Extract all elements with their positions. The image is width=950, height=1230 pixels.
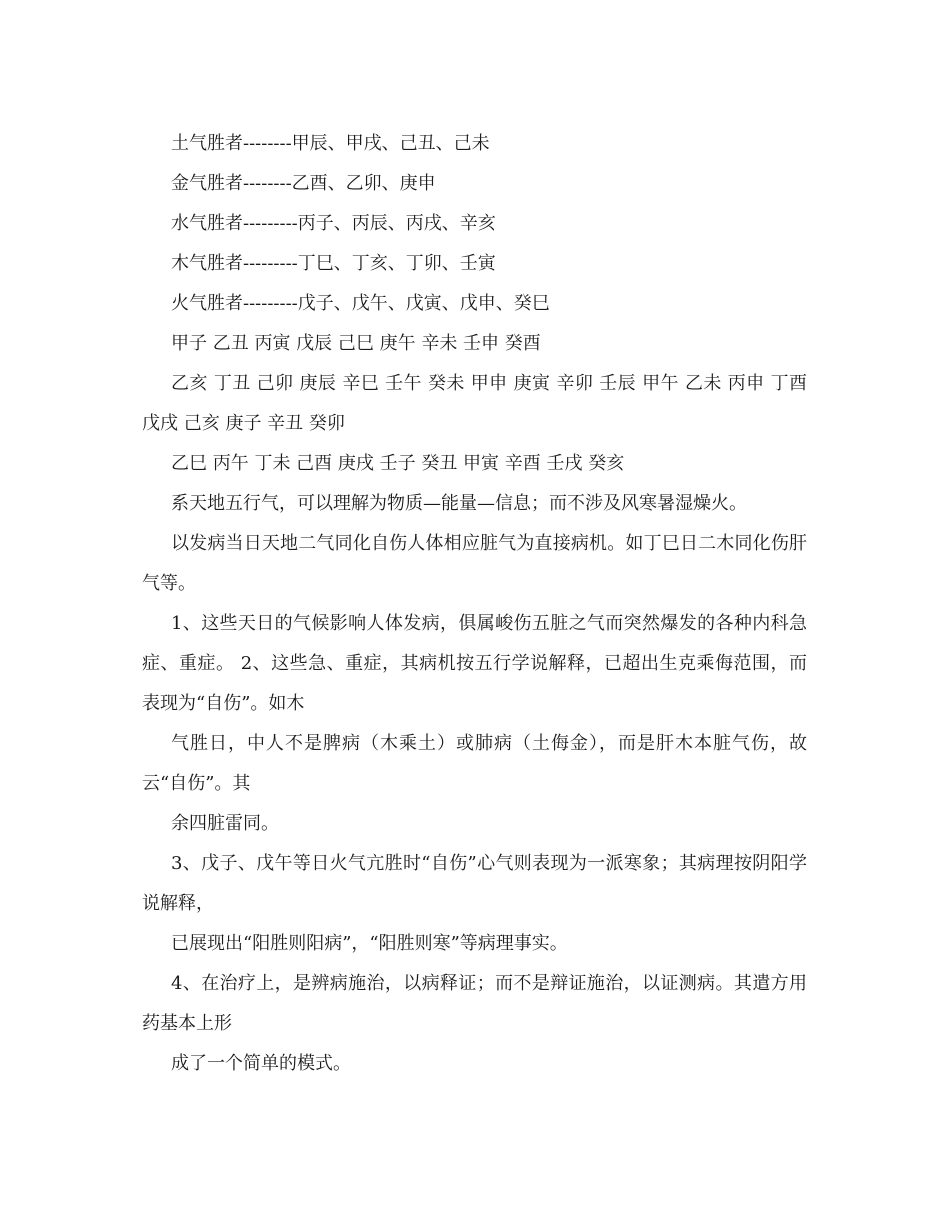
paragraph-point-1-2: 1、这些天日的气候影响人体发病，俱属峻伤五脏之气而突然爆发的各种内科急症、重症。 2、这些急、重症，其病机按五行学说解释，已超出生克乘侮范围，而表现为“自伤”。如木 bbox=[142, 613, 807, 714]
paragraph-fire-qi: 火气胜者---------戊子、戊午、戊寅、戊申、癸巳 bbox=[171, 293, 550, 314]
paragraph-five-elements: 系天地五行气，可以理解为物质—能量—信息；而不涉及风寒暑湿燥火。 bbox=[171, 493, 747, 514]
paragraph-point-2-end: 余四脏雷同。 bbox=[171, 813, 279, 834]
paragraph-point-2-continued: 气胜日，中人不是脾病（木乘土）或肺病（土侮金），而是肝木本脏气伤，故云“自伤”。其 bbox=[142, 733, 807, 794]
paragraph-point-4: 4、在治疗上，是辨病施治，以病释证；而不是辩证施治，以证测病。其遣方用药基本上形 bbox=[142, 973, 807, 1034]
paragraph-metal-qi: 金气胜者--------乙酉、乙卯、庚申 bbox=[171, 173, 436, 194]
paragraph-point-3-continued: 已展现出“阳胜则阳病”，“阳胜则寒”等病理事实。 bbox=[171, 933, 568, 954]
paragraph-point-4-continued: 成了一个简单的模式。 bbox=[171, 1053, 351, 1074]
paragraph-ganzhi-list-1: 甲子 乙丑 丙寅 戊辰 己巳 庚午 辛未 壬申 癸酉 bbox=[171, 333, 541, 354]
paragraph-earth-qi: 土气胜者--------甲辰、甲戌、己丑、己未 bbox=[171, 133, 490, 154]
paragraph-wood-qi: 木气胜者---------丁巳、丁亥、丁卯、壬寅 bbox=[171, 253, 496, 274]
paragraph-ganzhi-list-3: 乙巳 丙午 丁未 己酉 庚戌 壬子 癸丑 甲寅 辛酉 壬戌 癸亥 bbox=[171, 453, 625, 474]
paragraph-water-qi: 水气胜者---------丙子、丙辰、丙戌、辛亥 bbox=[171, 213, 496, 234]
document-body bbox=[142, 124, 807, 1084]
paragraph-ganzhi-list-2: 乙亥 丁丑 己卯 庚辰 辛巳 壬午 癸未 甲申 庚寅 辛卯 壬辰 甲午 乙未 丙申 丁酉 戊戌 己亥 庚子 辛丑 癸卯 bbox=[142, 373, 807, 434]
paragraph-point-3: 3、戊子、戊午等日火气亢胜时“自伤”心气则表现为一派寒象；其病理按阴阳学说解释， bbox=[142, 853, 807, 914]
paragraph-pathogenesis: 以发病当日天地二气同化自伤人体相应脏气为直接病机。如丁巳日二木同化伤肝气等。 bbox=[142, 533, 807, 594]
